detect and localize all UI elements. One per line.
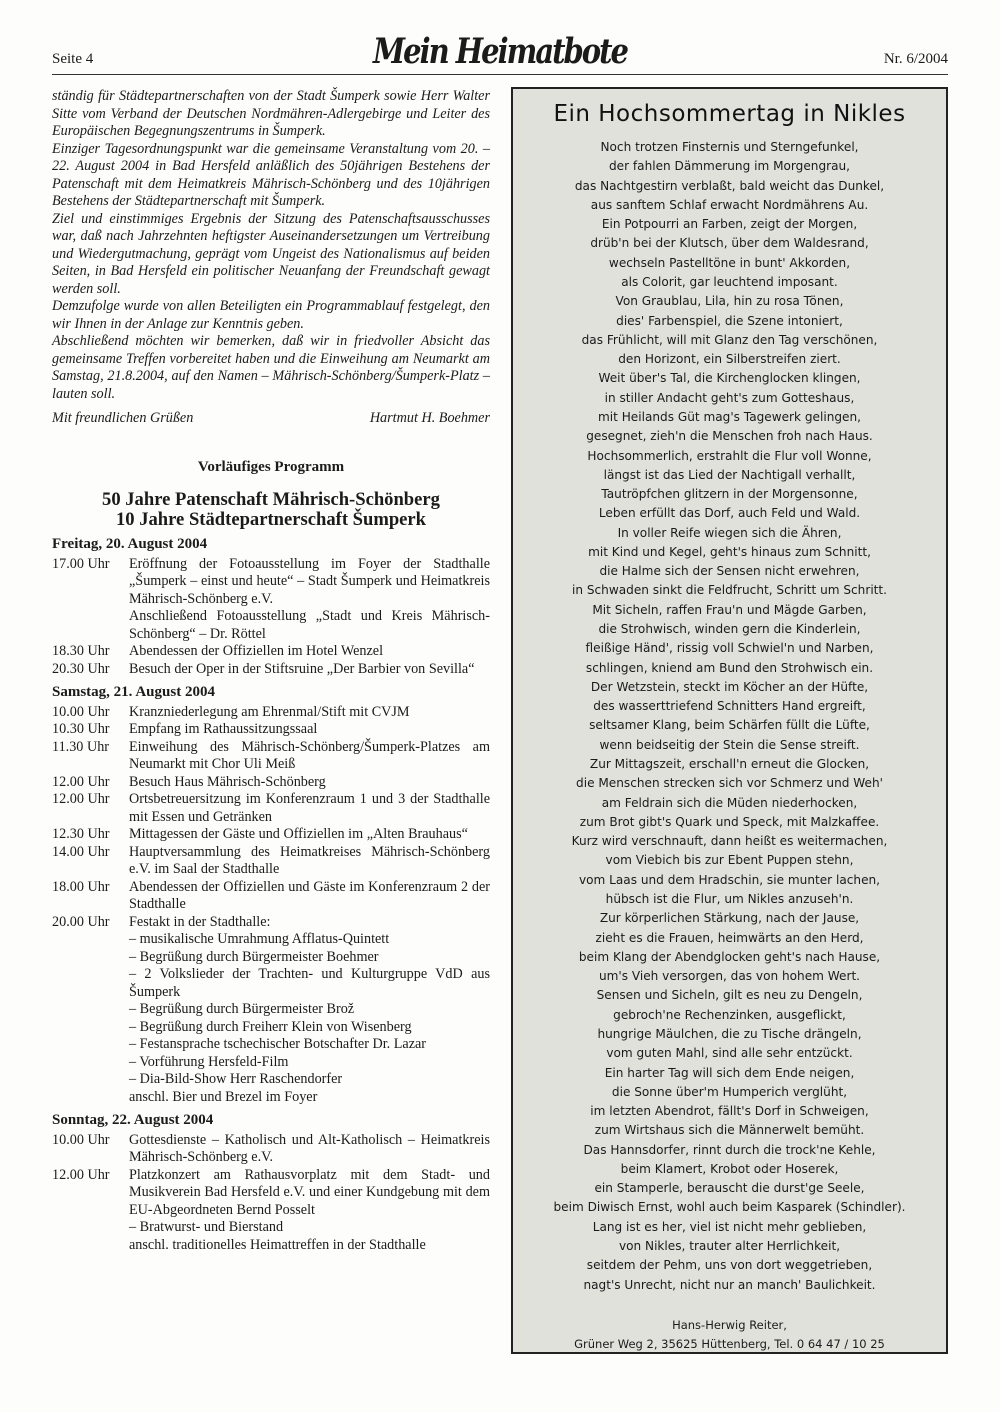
event-line: Einweihung des Mährisch-Schönberg/Šumperk-Platzes am Neumarkt mit Chor Uli Meiß: [129, 738, 490, 772]
poem-line: Sensen und Sicheln, gilt es neu zu Dengeln,: [596, 988, 863, 1003]
poem-box: [511, 87, 948, 1354]
day-heading: Samstag, 21. August 2004: [52, 684, 215, 700]
poem-line: beim Klamert, Krobot oder Hoserek,: [620, 1161, 839, 1176]
poem-line: zum Brot gibt's Quark und Speck, mit Malzkaffee.: [579, 814, 880, 829]
schedule-row: [52, 556, 490, 644]
page-number: Seite 4: [52, 51, 94, 67]
poem-title: Ein Hochsommertag in Nikles: [553, 101, 906, 127]
event-time: 11.30 Uhr: [52, 738, 110, 755]
poem-line: beim Klang der Abendglocken geht's nach Hause,: [578, 949, 881, 964]
schedule-row: [52, 774, 490, 792]
event-description: [129, 774, 490, 792]
intro-paragraph: Abschließend möchten wir bemerken, daß wir in friedvoller Absicht das gemeinsame Treffen vorbereitet haben und die Einweihung am Neumarkt am Samstag, 21.8.2004, auf den Namen – Mährisch-Schönberg/Šumperk-Platz – lauten soll.: [52, 333, 490, 402]
schedule-row: [52, 643, 490, 661]
poem-line: hübsch ist die Flur, um Nikles anzuseh'n.: [605, 891, 854, 906]
poem-line: Kurz wird verschnauft, dann heißt es weitermachen,: [571, 834, 888, 849]
event-line: Besuch Haus Mährisch-Schönberg: [129, 773, 326, 790]
poem-line: vom guten Mahl, sind alle sehr entzückt.: [606, 1046, 853, 1061]
poem-line: um's Vieh versorgen, das von hohem Wert.: [598, 969, 861, 984]
event-time: 12.00 Uhr: [52, 791, 110, 807]
event-line: Platzkonzert am Rathausvorplatz mit dem Stadt- und Musikverein Bad Hersfeld e.V. und einer Kundgebung mit dem EU-Abgeordneten Bernd Posselt: [129, 1166, 490, 1218]
event-line: Abendessen der Offiziellen im Hotel Wenzel: [129, 643, 384, 659]
event-line: – Begrüßung durch Bürgermeister Brož: [129, 1001, 355, 1017]
issue-number: Nr. 6/2004: [883, 51, 948, 67]
poem-line: In voller Reife wiegen sich die Ähren,: [617, 525, 842, 540]
event-description: [129, 661, 490, 679]
event-time: 18.00 Uhr: [52, 878, 110, 895]
event-line: – Festansprache tschechischer Botschafter Dr. Lazar: [129, 1036, 427, 1052]
poem-line: die Sonne über'm Humperich verglüht,: [611, 1084, 848, 1099]
poem-line: Zur Mittagszeit, erschall'n erneut die Glocken,: [589, 757, 870, 771]
poem-line: die Strohwisch, winden gern die Kinderlein,: [598, 622, 861, 637]
program-title-line: 50 Jahre Patenschaft Mährisch-Schönberg: [102, 489, 440, 510]
event-line: – Vorführung Hersfeld-Film: [129, 1053, 289, 1070]
program-title-line: 10 Jahre Städtepartnerschaft Šumperk: [115, 509, 427, 530]
event-time: 10.00 Uhr: [52, 1131, 110, 1148]
signature-line: [52, 410, 490, 428]
event-line: Abendessen der Offiziellen und Gäste im Konferenzraum 2 der Stadthalle: [129, 878, 490, 912]
event-time: 20.00 Uhr: [52, 913, 110, 930]
event-line: – Dia-Bild-Show Herr Raschendorfer: [129, 1071, 343, 1087]
event-time: 12.00 Uhr: [52, 773, 110, 790]
event-description: [129, 739, 490, 774]
poem-line: der fahlen Dämmerung im Morgengrau,: [608, 159, 851, 174]
poem-line: Ein Potpourri an Farben, zeigt der Morgen,: [601, 217, 858, 232]
event-line: Gottesdienste – Katholisch und Alt-Katholisch – Heimatkreis Mährisch-Schönberg e.V.: [129, 1131, 490, 1165]
event-line: – 2 Volkslieder der Trachten- und Kulturgruppe VdD aus Šumperk: [129, 966, 490, 1000]
poem-line: Ein harter Tag will sich dem Ende neigen,: [604, 1065, 855, 1080]
schedule-row: [52, 661, 490, 679]
poem-line: des wasserttriefend Schnitters Hand ergreift,: [593, 699, 866, 714]
event-line: Hauptversammlung des Heimatkreises Mährisch-Schönberg e.V. im Saal der Stadthalle: [129, 843, 490, 877]
poem-line: zum Wirtshaus sich die Männerwelt bemüht.: [594, 1123, 865, 1138]
event-line: anschl. Bier und Brezel im Foyer: [129, 1088, 318, 1105]
event-description: [129, 721, 490, 739]
poem-line: Leben erfüllt das Dorf, auch Feld und Wald.: [598, 506, 861, 521]
poem-line: in Schwaden sinkt die Feldfrucht, Schritt um Schritt.: [571, 583, 888, 598]
poem-line: Noch trotzen Finsternis und Sterngefunkel,: [600, 140, 859, 154]
poem-line: Der Wetzstein, steckt im Köcher an der Hüfte,: [590, 679, 869, 694]
schedule-row: [52, 1132, 490, 1167]
poem-line: Tautröpfchen glitzern in der Morgensonne,: [601, 487, 858, 502]
schedule-row: [52, 844, 490, 879]
poem-lines: [513, 138, 946, 1295]
schedule-row: [52, 914, 490, 1107]
intro-text: [52, 88, 490, 428]
event-time: 12.00 Uhr: [52, 1166, 110, 1183]
event-description: [129, 914, 490, 1107]
event-time: 17.00 Uhr: [52, 555, 110, 572]
poem-line: beim Diwisch Ernst, wohl auch beim Kasparek (Schindler).: [553, 1200, 906, 1215]
program-label: Vorläufiges Programm: [197, 458, 345, 475]
event-time: 10.00 Uhr: [52, 703, 110, 720]
poem-line: vom Viebich bis zur Ebent Puppen stehn,: [605, 853, 854, 868]
event-line: – musikalische Umrahmung Afflatus-Quintett: [129, 931, 390, 947]
event-time: 18.30 Uhr: [52, 643, 110, 659]
poem-line: von Nikles, trauter alter Herrlichkeit,: [618, 1239, 841, 1254]
poem-line: dies' Farbenspiel, die Szene intoniert,: [616, 313, 843, 328]
intro-paragraph: Einziger Tagesordnungspunkt war die gemeinsame Veranstaltung vom 20. – 22. August 2004 in Bad Hersfeld anläßlich des 50jährigen Bestehens der Patenschaft mit dem Heimatkreis Mährisch-Schönberg und des 10jährigen Bestehens der Städtepartnerschaft mit Šumperk.: [52, 140, 490, 209]
left-column: [52, 88, 490, 1254]
poem-line: mit Heilands Güt mag's Tagewerk gelingen,: [597, 409, 862, 424]
greeting: Mit freundlichen Grüßen: [52, 410, 194, 426]
poem-line: Hochsommerlich, erstrahlt die Flur voll Wonne,: [587, 448, 872, 463]
event-description: [129, 879, 490, 914]
schedule-row: [52, 791, 490, 826]
event-description: [129, 826, 490, 844]
event-line: – Begrüßung durch Freiherr Klein von Wisenberg: [129, 1018, 412, 1035]
poem-line: die Menschen strecken sich vor Schmerz und Weh': [576, 776, 883, 791]
poem-line: zieht es die Frauen, heimwärts an den Herd,: [595, 930, 864, 945]
event-time: 14.00 Uhr: [52, 843, 110, 860]
poem-line: schlingen, kniend am Bund den Strohwisch ein.: [585, 660, 874, 675]
poem-line: den Horizont, ein Silberstreifen ziert.: [618, 352, 841, 367]
day-heading: Freitag, 20. August 2004: [52, 536, 208, 552]
page-header: [52, 30, 948, 75]
poem-line: gebroch'ne Rechenzinken, ausgeflickt,: [613, 1007, 846, 1022]
poem-line: längst ist das Lied der Nachtigall verhallt,: [603, 467, 856, 482]
poem-line: seltsamer Klang, beim Schärfen füllt die Lüfte,: [589, 718, 870, 733]
poem-line: gesegnet, zieh'n die Menschen froh nach Haus.: [586, 429, 873, 444]
poem-line: Zur körperlichen Stärkung, nach der Jause,: [599, 911, 860, 926]
poem-line: als Colorit, gar leuchtend imposant.: [621, 274, 838, 289]
event-time: 20.30 Uhr: [52, 660, 110, 677]
schedule-row: [52, 1167, 490, 1255]
event-time: 12.30 Uhr: [52, 826, 110, 842]
intro-paragraph: Demzufolge wurde von allen Beteiligten ein Programmablauf festgelegt, den wir Ihnen in der Anlage zur Kenntnis geben.: [52, 298, 490, 332]
event-line: Anschließend Fotoausstellung „Stadt und Kreis Mährisch-Schönberg“ – Dr. Röttel: [129, 608, 490, 642]
event-line: anschl. traditionelles Heimattreffen in der Stadthalle: [129, 1236, 426, 1253]
schedule-row: [52, 826, 490, 844]
poem-line: am Feldrain sich die Müden niederhocken,: [601, 795, 858, 810]
poem-line: fleißige Händ', rissig voll Schwiel'n und Narben,: [585, 641, 874, 656]
event-line: Eröffnung der Fotoausstellung im Foyer der Stadthalle „Šumperk – einst und heute“ – Stadt Šumperk und Heimatkreis Mährisch-Schönberg e.V.: [129, 555, 490, 607]
schedule-row: [52, 879, 490, 914]
event-time: 10.30 Uhr: [52, 721, 110, 737]
poem-line: das Frühlicht, will mit Glanz den Tag verschönen,: [581, 332, 878, 347]
event-description: [129, 704, 490, 722]
poem-line: mit Kind und Kegel, geht's hinaus zum Schnitt,: [588, 544, 871, 559]
masthead-logo: Mein Heimatbote: [373, 30, 627, 72]
poem-line: nagt's Unrecht, nicht nur an manch' Baulichkeit.: [583, 1277, 876, 1292]
signature: Hartmut H. Boehmer: [369, 410, 490, 426]
event-line: Festakt in der Stadthalle:: [129, 913, 271, 930]
poem-line: das Nachtgestirn verblaßt, bald weicht das Dunkel,: [574, 178, 885, 193]
poem-line: Von Graublau, Lila, hin zu rosa Tönen,: [615, 294, 844, 309]
poem-author-block: [513, 1316, 946, 1354]
event-description: [129, 1132, 490, 1167]
schedule-row: [52, 704, 490, 722]
intro-paragraph: ständig für Städtepartnerschaften von der Stadt Šumperk sowie Herr Walter Sitte vom Verband der Deutschen Nordmähren-Adlergebirge und Leiter des Europäischen Begegnungszentrums in Šumperk.: [52, 88, 490, 139]
event-line: – Begrüßung durch Bürgermeister Boehmer: [129, 948, 379, 965]
intro-paragraph: Ziel und einstimmiges Ergebnis der Sitzung des Patenschaftsausschusses war, daß nach Jahrzehnten heftigster Auseinandersetzungen um Vertreibung und Wiedergutmachung, geprägt vom Ungeist des Nationalismus auf beiden Seiten, in Bad Hersfeld ein politischer Neuanfang der Freundschaft gewagt werden soll.: [52, 210, 490, 297]
schedule: [52, 536, 490, 1254]
event-description: [129, 844, 490, 879]
event-line: Besuch der Oper in der Stiftsruine „Der Barbier von Sevilla“: [129, 660, 475, 677]
poem-line: drüb'n bei der Klutsch, über dem Waldesrand,: [590, 236, 869, 251]
event-line: Kranzniederlegung am Ehrenmal/Stift mit CVJM: [129, 703, 410, 720]
poem-line: wechseln Pastelltöne in bunt' Akkorden,: [608, 255, 851, 270]
poem-line: in stiller Andacht geht's zum Gotteshaus,: [604, 390, 855, 405]
event-line: – Bratwurst- und Bierstand: [129, 1219, 284, 1235]
poem-line: Lang ist es her, viel ist nicht mehr geblieben,: [592, 1219, 867, 1234]
poem-line: die Halme sich der Sensen nicht erwehren,: [599, 564, 860, 579]
poem-address: Grüner Weg 2, 35625 Hüttenberg, Tel. 0 64 47 / 10 25: [574, 1336, 885, 1351]
poem-line: Mit Sicheln, raffen Frau'n und Mägde Garben,: [592, 602, 867, 617]
poem-line: ein Stamperle, berauscht die durst'ge Seele,: [594, 1181, 865, 1196]
poem-line: vom Laas und dem Hradschin, sie munter lachen,: [578, 872, 881, 887]
program-title: [52, 490, 490, 530]
poem-author: Hans-Herwig Reiter,: [672, 1317, 787, 1332]
poem-line: hungrige Mäulchen, die zu Tische drängeln,: [597, 1026, 862, 1041]
poem-line: wenn beidseitig der Stein die Sense streift.: [599, 737, 860, 752]
day-heading: Sonntag, 22. August 2004: [52, 1112, 214, 1128]
event-description: [129, 791, 490, 826]
event-description: [129, 643, 490, 661]
poem-line: aus sanftem Schlaf erwacht Nordmährens Au.: [590, 197, 869, 212]
schedule-row: [52, 721, 490, 739]
event-line: Empfang im Rathaussitzungssaal: [129, 721, 318, 737]
poem-line: Weit über's Tal, die Kirchenglocken klingen,: [598, 371, 861, 386]
event-description: [129, 556, 490, 644]
event-description: [129, 1167, 490, 1255]
event-line: Ortsbetreuersitzung im Konferenzraum 1 und 3 der Stadthalle mit Essen und Getränken: [129, 791, 490, 825]
event-line: Mittagessen der Gäste und Offiziellen im „Alten Brauhaus“: [129, 826, 468, 842]
poem-line: seitdem der Pehm, uns von dort weggetrieben,: [586, 1258, 873, 1273]
poem-line: Das Hannsdorfer, rinnt durch die trock'ne Kehle,: [583, 1142, 876, 1157]
poem-line: im letzten Abendrot, fällt's Dorf in Schweigen,: [590, 1104, 869, 1119]
schedule-row: [52, 739, 490, 774]
